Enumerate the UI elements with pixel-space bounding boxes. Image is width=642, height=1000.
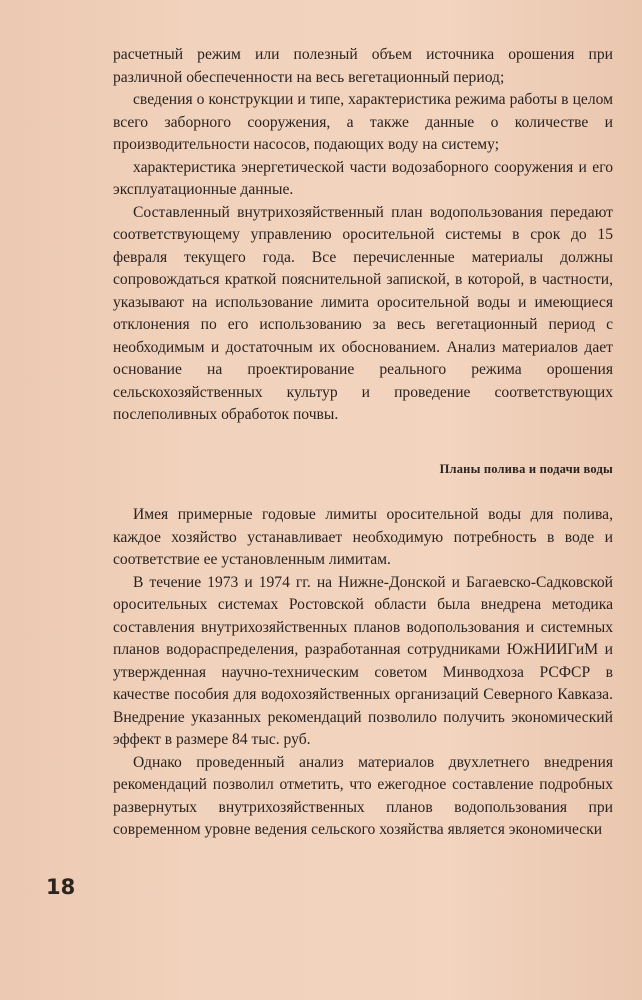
paragraph: расчетный режим или полезный объем источника орошения при различной обеспеченности на весь вегетационный период; xyxy=(113,46,613,86)
paragraph: сведения о конструкции и типе, характеристика режима работы в целом всего заборного сооружения, а также данные о количестве и производительности насосов, подающих воду на систему; xyxy=(113,91,613,153)
page-number: 18 xyxy=(46,875,76,899)
page-body xyxy=(113,44,613,842)
paragraph: Имея примерные годовые лимиты оросительной воды для полива, каждое хозяйство устанавливает необходимую потребность в воде и соответствие ее установленным лимитам. xyxy=(113,506,613,568)
section-heading: Планы полива и подачи воды xyxy=(439,461,613,476)
paragraph: В течение 1973 и 1974 гг. на Нижне-Донской и Багаевско-Садковской оросительных системах Ростовской области была внедрена методика составления внутрихозяйственных планов водопользования и системных планов водораспределения, разработанная сотрудниками ЮжНИИГиМ и утвержденная научно-техническим советом Минводхоза РСФСР в качестве пособия для водохозяйственных организаций Северного Кавказа. Внедрение указанных рекомендаций позволило получить экономический эффект в размере 84 тыс. руб. xyxy=(113,573,613,748)
paragraph: Однако проведенный анализ материалов двухлетнего внедрения рекомендаций позволил отметить, что ежегодное составление подробных развернутых внутрихозяйственных планов водопользования при современном уровне ведения сельского хозяйства является экономически xyxy=(113,753,613,838)
paragraph: Составленный внутрихозяйственный план водопользования передают соответствующему управлению оросительной системы в срок до 15 февраля текущего года. Все перечисленные материалы должны сопровождаться краткой пояснительной запиской, в которой, в частности, указывают на использование лимита оросительной воды и имеющиеся отклонения по его использованию за весь вегетационный период с необходимым и достаточным их обоснованием. Анализ материалов дает основание на проектирование реального режима орошения сельскохозяйственных культур и проведение соответствующих послеполивных обработок почвы. xyxy=(113,203,613,423)
paragraph: характеристика энергетической части водозаборного сооружения и его эксплуатационные данные. xyxy=(113,158,613,198)
